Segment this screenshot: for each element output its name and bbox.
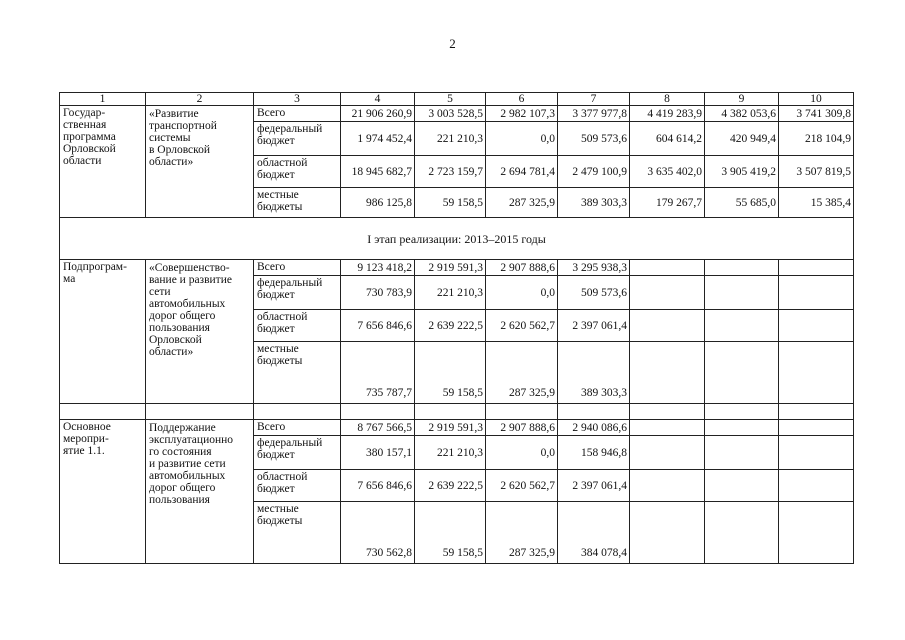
value-cell: 18 945 682,7 [341, 156, 415, 188]
table-row [60, 260, 854, 276]
budget-table [59, 92, 854, 564]
empty-cell [486, 404, 558, 420]
value-cell [779, 276, 854, 310]
empty-cell [558, 404, 630, 420]
page-number: 2 [449, 36, 456, 51]
empty-cell [254, 404, 341, 420]
empty-cell [341, 404, 415, 420]
column-header: 4 [341, 93, 415, 106]
value-cell: 730 562,8 [341, 502, 415, 564]
value-cell: 59 158,5 [415, 502, 486, 564]
value-cell [705, 502, 779, 564]
subprogram-block-name: Подпрограм- ма [60, 260, 146, 404]
value-cell: 221 210,3 [415, 276, 486, 310]
stage-row [60, 218, 854, 260]
value-cell [705, 342, 779, 404]
funding-source: федеральный бюджет [254, 122, 341, 156]
column-header: 9 [705, 93, 779, 106]
value-cell [779, 342, 854, 404]
value-cell [705, 310, 779, 342]
value-cell: 2 479 100,9 [558, 156, 630, 188]
value-cell: 2 620 562,7 [486, 470, 558, 502]
value-cell: 2 620 562,7 [486, 310, 558, 342]
value-cell: 1 974 452,4 [341, 122, 415, 156]
empty-cell [779, 404, 854, 420]
spacer-row [60, 404, 854, 420]
value-cell: 3 003 528,5 [415, 106, 486, 122]
column-header: 3 [254, 93, 341, 106]
value-cell: 2 940 086,6 [558, 420, 630, 436]
value-cell [705, 436, 779, 470]
value-cell: 2 397 061,4 [558, 470, 630, 502]
program-block-name: Государ- ственная программа Орловской области [60, 106, 146, 218]
value-cell: 221 210,3 [415, 436, 486, 470]
empty-cell [60, 404, 146, 420]
table-row [60, 420, 854, 436]
value-cell: 2 907 888,6 [486, 420, 558, 436]
column-header: 2 [146, 93, 254, 106]
value-cell: 730 783,9 [341, 276, 415, 310]
value-cell: 2 919 591,3 [415, 420, 486, 436]
value-cell [779, 310, 854, 342]
value-cell: 389 303,3 [558, 188, 630, 218]
value-cell [630, 502, 705, 564]
empty-cell [415, 404, 486, 420]
value-cell: 287 325,9 [486, 342, 558, 404]
value-cell: 179 267,7 [630, 188, 705, 218]
table-row [60, 106, 854, 122]
value-cell: 0,0 [486, 122, 558, 156]
funding-source: федеральный бюджет [254, 276, 341, 310]
value-cell [630, 342, 705, 404]
funding-source: областной бюджет [254, 310, 341, 342]
funding-source: Всего [254, 420, 341, 436]
empty-cell [705, 404, 779, 420]
value-cell: 986 125,8 [341, 188, 415, 218]
value-cell [779, 436, 854, 470]
value-cell [779, 502, 854, 564]
funding-source: федеральный бюджет [254, 436, 341, 470]
value-cell: 4 419 283,9 [630, 106, 705, 122]
value-cell [705, 276, 779, 310]
value-cell [779, 260, 854, 276]
value-cell [705, 470, 779, 502]
value-cell: 2 982 107,3 [486, 106, 558, 122]
value-cell: 389 303,3 [558, 342, 630, 404]
value-cell: 420 949,4 [705, 122, 779, 156]
value-cell: 3 635 402,0 [630, 156, 705, 188]
funding-source: Всего [254, 106, 341, 122]
column-header: 7 [558, 93, 630, 106]
value-cell: 3 741 309,8 [779, 106, 854, 122]
column-header: 8 [630, 93, 705, 106]
subprogram-block-description: «Совершенство- вание и развитие сети автомобильных дорог общего пользования Орловской области» [146, 260, 254, 404]
main-activity-block-description: Поддержание эксплуатационно го состояния и развитие сети автомобильных дорог общего пользования [146, 420, 254, 564]
value-cell: 604 614,2 [630, 122, 705, 156]
value-cell: 380 157,1 [341, 436, 415, 470]
value-cell [630, 420, 705, 436]
funding-source: местные бюджеты [254, 188, 341, 218]
value-cell [779, 470, 854, 502]
funding-source: Всего [254, 260, 341, 276]
value-cell: 3 507 819,5 [779, 156, 854, 188]
value-cell [705, 260, 779, 276]
column-header: 1 [60, 93, 146, 106]
value-cell: 59 158,5 [415, 188, 486, 218]
value-cell: 55 685,0 [705, 188, 779, 218]
value-cell: 4 382 053,6 [705, 106, 779, 122]
value-cell: 158 946,8 [558, 436, 630, 470]
stage-title: I этап реализации: 2013–2015 годы [60, 218, 854, 260]
value-cell: 2 639 222,5 [415, 470, 486, 502]
value-cell: 3 295 938,3 [558, 260, 630, 276]
value-cell: 509 573,6 [558, 276, 630, 310]
value-cell: 9 123 418,2 [341, 260, 415, 276]
funding-source: областной бюджет [254, 470, 341, 502]
column-header-row [60, 93, 854, 106]
value-cell: 221 210,3 [415, 122, 486, 156]
value-cell: 2 694 781,4 [486, 156, 558, 188]
value-cell [630, 276, 705, 310]
empty-cell [146, 404, 254, 420]
value-cell: 218 104,9 [779, 122, 854, 156]
value-cell [630, 436, 705, 470]
value-cell: 2 639 222,5 [415, 310, 486, 342]
value-cell: 0,0 [486, 436, 558, 470]
value-cell: 8 767 566,5 [341, 420, 415, 436]
value-cell [779, 420, 854, 436]
column-header: 6 [486, 93, 558, 106]
value-cell: 15 385,4 [779, 188, 854, 218]
value-cell: 735 787,7 [341, 342, 415, 404]
value-cell: 287 325,9 [486, 188, 558, 218]
column-header: 5 [415, 93, 486, 106]
value-cell [705, 420, 779, 436]
value-cell: 59 158,5 [415, 342, 486, 404]
value-cell [630, 470, 705, 502]
value-cell: 3 905 419,2 [705, 156, 779, 188]
value-cell: 2 907 888,6 [486, 260, 558, 276]
value-cell: 287 325,9 [486, 502, 558, 564]
value-cell: 2 919 591,3 [415, 260, 486, 276]
funding-source: местные бюджеты [254, 342, 341, 404]
empty-cell [630, 404, 705, 420]
main-activity-block-name: Основное меропри- ятие 1.1. [60, 420, 146, 564]
value-cell [630, 260, 705, 276]
value-cell [630, 310, 705, 342]
value-cell: 7 656 846,6 [341, 470, 415, 502]
value-cell: 0,0 [486, 276, 558, 310]
funding-source: областной бюджет [254, 156, 341, 188]
value-cell: 7 656 846,6 [341, 310, 415, 342]
value-cell: 384 078,4 [558, 502, 630, 564]
value-cell: 3 377 977,8 [558, 106, 630, 122]
value-cell: 509 573,6 [558, 122, 630, 156]
funding-source: местные бюджеты [254, 502, 341, 564]
value-cell: 2 723 159,7 [415, 156, 486, 188]
program-block-description: «Развитие транспортной системы в Орловской области» [146, 106, 254, 218]
value-cell: 21 906 260,9 [341, 106, 415, 122]
value-cell: 2 397 061,4 [558, 310, 630, 342]
column-header: 10 [779, 93, 854, 106]
